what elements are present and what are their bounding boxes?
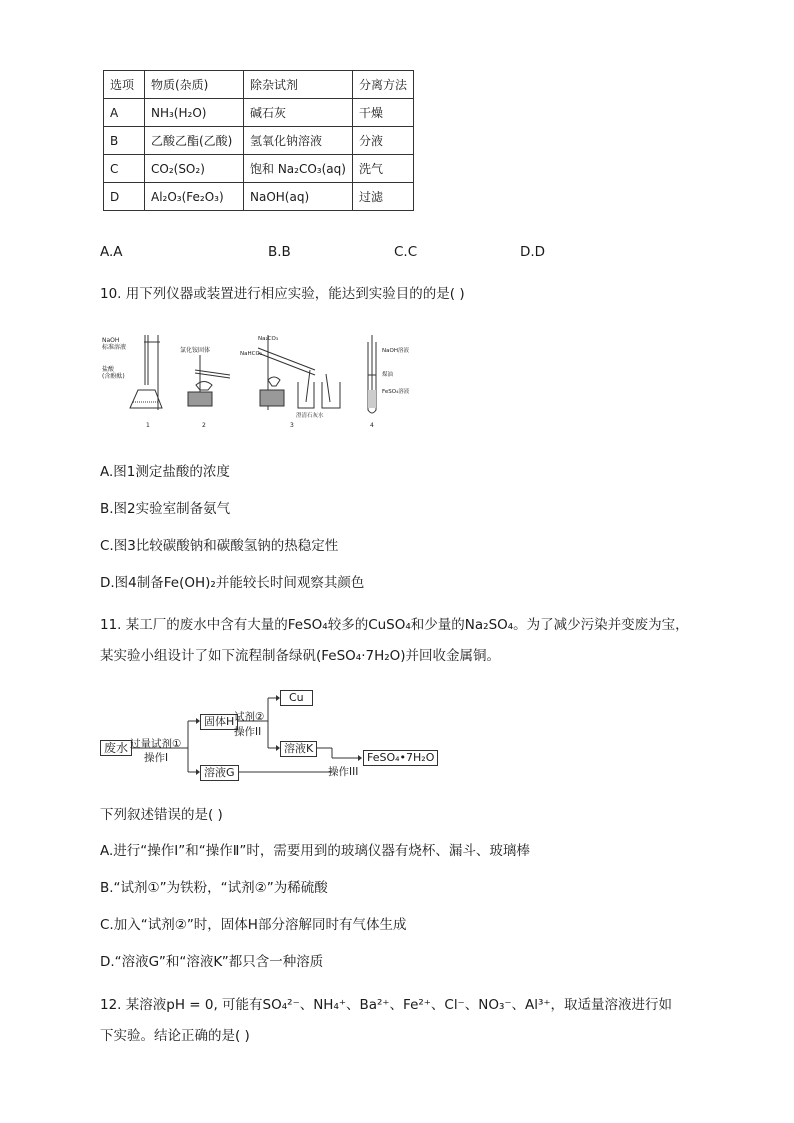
table-cell: 碱石灰 bbox=[244, 99, 353, 127]
table-row bbox=[104, 127, 414, 155]
table-cell: C bbox=[104, 155, 145, 183]
flow-label-reagent1: 过量试剂① bbox=[130, 738, 182, 750]
fig1-reagent-label-2: 标准溶液 bbox=[102, 344, 127, 351]
fig3-label-b: NaHCO₃ bbox=[240, 351, 262, 357]
q11-option-c: C.加入“试剂②”时，固体H部分溶解同时有气体生成 bbox=[100, 917, 407, 933]
table-cell: 饱和 Na₂CO₃(aq) bbox=[244, 155, 353, 183]
table-header-row bbox=[104, 71, 414, 99]
flow-label-reagent2: 试剂② bbox=[234, 711, 265, 723]
fig1-reagent-label: NaOH bbox=[102, 337, 120, 344]
table-header: 除杂试剂 bbox=[244, 71, 353, 99]
table-cell: CO₂(SO₂) bbox=[145, 155, 244, 183]
table-header: 分离方法 bbox=[352, 71, 413, 99]
q11-stem-line2: 某实验小组设计了如下流程制备绿矾(FeSO₄·7H₂O)并回收金属铜。 bbox=[100, 648, 501, 664]
table-cell: 氢氧化钠溶液 bbox=[244, 127, 353, 155]
q11-option-b: B.“试剂①”为铁粉，“试剂②”为稀硫酸 bbox=[100, 880, 328, 896]
table-cell: B bbox=[104, 127, 145, 155]
flow-label-op1: 操作I bbox=[144, 752, 169, 764]
table-cell: A bbox=[104, 99, 145, 127]
q10-stem: 10. 用下列仪器或装置进行相应实验，能达到实验目的的是( ) bbox=[100, 286, 465, 302]
table-cell: NaOH(aq) bbox=[244, 183, 353, 211]
q10-option-c: C.图3比较碳酸钠和碳酸氢钠的热稳定性 bbox=[100, 538, 339, 554]
fig3-number: 3 bbox=[290, 422, 294, 429]
flow-node-cu: Cu bbox=[280, 690, 313, 706]
table-cell: 干燥 bbox=[352, 99, 413, 127]
impurity-table bbox=[103, 70, 414, 211]
q10-option-a: A.图1测定盐酸的浓度 bbox=[100, 464, 230, 480]
flow-label-op2: 操作II bbox=[234, 726, 262, 738]
q11-stem-line1: 11. 某工厂的废水中含有大量的FeSO₄较多的CuSO₄和少量的Na₂SO₄。为了减少污染并变废为宝， bbox=[100, 617, 689, 633]
fig1-flask-label: 盐酸 bbox=[102, 366, 115, 373]
table-cell: D bbox=[104, 183, 145, 211]
flow-node-solid-h: 固体H bbox=[200, 714, 238, 730]
thermal-stability-apparatus-figure bbox=[258, 335, 340, 410]
table-header: 选项 bbox=[104, 71, 145, 99]
q12-stem-line1: 12. 某溶液pH = 0, 可能有SO₄²⁻、NH₄⁺、Ba²⁺、Fe²⁺、Cl⁻、NO₃⁻、Al³⁺，取适量溶液进行如 bbox=[100, 997, 673, 1013]
q10-apparatus-figure bbox=[100, 330, 410, 435]
ammonia-apparatus-figure bbox=[188, 355, 230, 406]
table-cell: NH₃(H₂O) bbox=[145, 99, 244, 127]
table-row bbox=[104, 183, 414, 211]
table-cell: 过滤 bbox=[352, 183, 413, 211]
q11-ask: 下列叙述错误的是( ) bbox=[100, 807, 223, 823]
fig1-flask-label-2: (含酚酞) bbox=[102, 373, 125, 380]
flow-label-op3: 操作III bbox=[328, 766, 359, 778]
fig2-label: 氯化铵固体 bbox=[180, 347, 211, 354]
q11-option-d: D.“溶液G”和“溶液K”都只含一种溶质 bbox=[100, 954, 324, 970]
fig3-label-c: 澄清石灰水 bbox=[296, 413, 324, 419]
q9-option-d: D.D bbox=[520, 244, 546, 260]
fig1-number: 1 bbox=[146, 422, 150, 429]
q9-option-b: B.B bbox=[268, 244, 291, 260]
process-flow-diagram bbox=[100, 686, 440, 786]
flow-node-waste: 废水 bbox=[100, 740, 132, 756]
fig4-number: 4 bbox=[370, 422, 374, 429]
q10-option-b: B.图2实验室制备氨气 bbox=[100, 501, 231, 517]
titration-apparatus-figure bbox=[130, 335, 162, 410]
flow-node-solution-k: 溶液K bbox=[280, 741, 317, 757]
fig4-label-c: FeSO₄溶液 bbox=[382, 389, 410, 395]
q9-option-c: C.C bbox=[394, 244, 418, 260]
fig4-label-a: NaOH溶液 bbox=[382, 348, 409, 354]
q11-option-a: A.进行“操作I”和“操作Ⅱ”时，需要用到的玻璃仪器有烧杯、漏斗、玻璃棒 bbox=[100, 843, 530, 859]
fig3-label-a: Na₂CO₃ bbox=[258, 336, 279, 342]
table-header: 物质(杂质) bbox=[145, 71, 244, 99]
flow-node-product: FeSO₄•7H₂O bbox=[363, 750, 438, 766]
fig2-number: 2 bbox=[202, 422, 206, 429]
q10-option-d: D.图4制备Fe(OH)₂并能较长时间观察其颜色 bbox=[100, 575, 365, 591]
fig4-label-b: 煤油 bbox=[382, 372, 394, 378]
table-cell: 洗气 bbox=[352, 155, 413, 183]
table-row bbox=[104, 99, 414, 127]
table-cell: 乙酸乙酯(乙酸) bbox=[145, 127, 244, 155]
table-cell: Al₂O₃(Fe₂O₃) bbox=[145, 183, 244, 211]
ferrous-hydroxide-apparatus-figure bbox=[368, 335, 376, 413]
table-row bbox=[104, 155, 414, 183]
q9-option-a: A.A bbox=[100, 244, 123, 260]
q12-stem-line2: 下实验。结论正确的是( ) bbox=[100, 1028, 250, 1044]
table-cell: 分液 bbox=[352, 127, 413, 155]
flow-node-solution-g: 溶液G bbox=[200, 765, 239, 781]
